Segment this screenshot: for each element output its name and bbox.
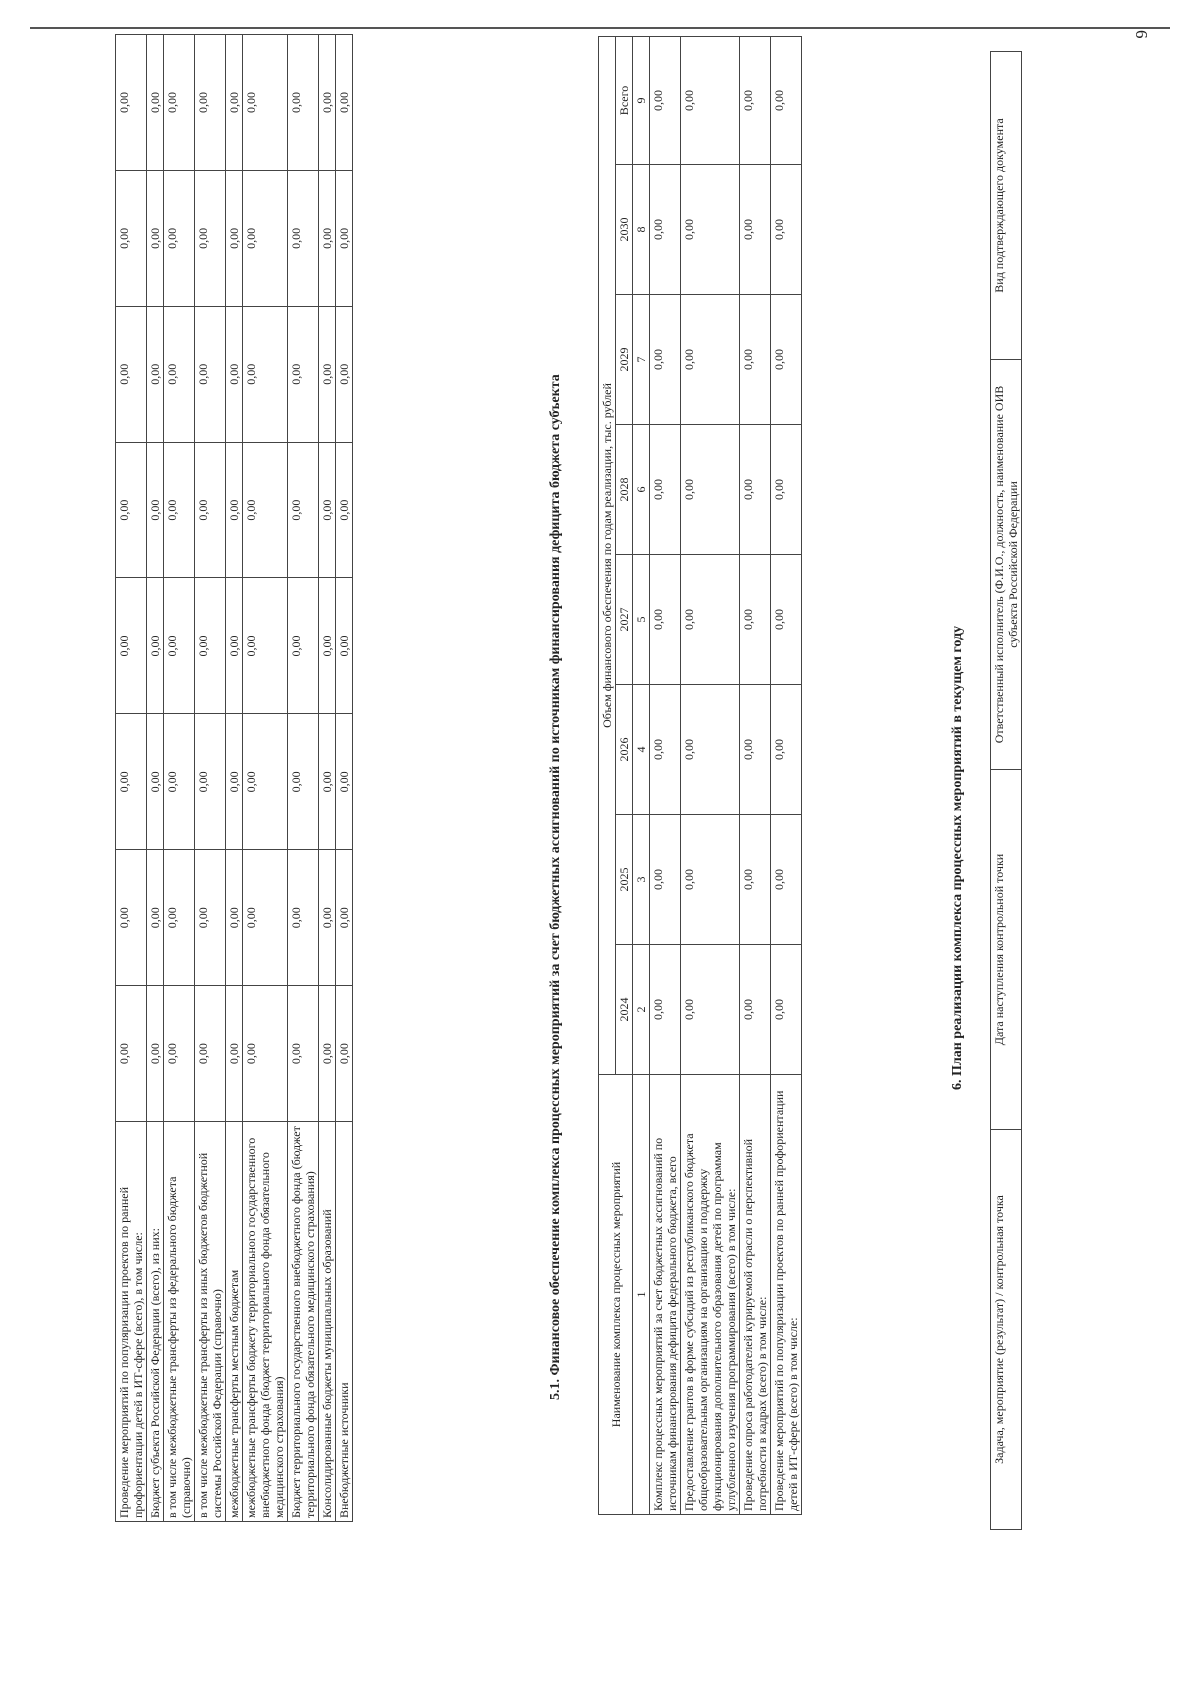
value-cell: 0,00 — [164, 170, 195, 306]
year-header: 2028 — [616, 425, 633, 555]
year-header: 2026 — [616, 685, 633, 815]
value-cell: 0,00 — [319, 306, 336, 442]
row-label: Проведение опроса работодателей курируемой отрасли о перспективной потребности в кадрах (всего) в том числе: — [740, 1075, 771, 1515]
financing-continuation-table — [115, 34, 353, 1522]
value-cell: 0,00 — [319, 578, 336, 714]
value-cell: 0,00 — [116, 578, 147, 714]
value-cell: 0,00 — [650, 165, 681, 295]
value-cell: 0,00 — [771, 36, 802, 164]
value-cell: 0,00 — [243, 170, 288, 306]
value-cell: 0,00 — [681, 555, 740, 685]
value-cell: 0,00 — [243, 35, 288, 171]
row-label: в том числе межбюджетные трансферты из иных бюджетов бюджетной системы Российской Федерации (справочно) — [195, 1122, 226, 1522]
value-cell: 0,00 — [771, 295, 802, 425]
value-cell: 0,00 — [650, 425, 681, 555]
row-label: Бюджет территориального государственного внебюджетного фонда (бюджет территориального фонда обязательного медицинского страхования) — [288, 1122, 319, 1522]
value-cell: 0,00 — [319, 170, 336, 306]
column-number: 3 — [633, 815, 650, 945]
value-cell: 0,00 — [771, 425, 802, 555]
top-rule — [30, 27, 1170, 29]
table-row — [681, 36, 740, 1514]
row-label: в том числе межбюджетные трансферты из федерального бюджета (справочно) — [164, 1122, 195, 1522]
value-cell: 0,00 — [771, 165, 802, 295]
value-cell: 0,00 — [771, 555, 802, 685]
value-cell: 0,00 — [243, 578, 288, 714]
table-row — [147, 35, 164, 1522]
year-header: 2029 — [616, 295, 633, 425]
value-cell: 0,00 — [147, 35, 164, 171]
column-number: 9 — [633, 36, 650, 164]
value-cell: 0,00 — [164, 714, 195, 850]
value-cell: 0,00 — [116, 986, 147, 1122]
value-cell: 0,00 — [164, 442, 195, 578]
value-cell: 0,00 — [319, 986, 336, 1122]
value-cell: 0,00 — [681, 815, 740, 945]
year-header: Всего — [616, 36, 633, 164]
value-cell: 0,00 — [740, 945, 771, 1075]
table-row — [771, 36, 802, 1514]
value-cell: 0,00 — [288, 35, 319, 171]
value-cell: 0,00 — [164, 986, 195, 1122]
plan-header: Задача, мероприятие (результат) / контрольная точка — [991, 1130, 1022, 1530]
value-cell: 0,00 — [319, 35, 336, 171]
value-cell: 0,00 — [288, 578, 319, 714]
value-cell: 0,00 — [226, 35, 243, 171]
value-cell: 0,00 — [147, 986, 164, 1122]
row-label: Комплекс процессных мероприятий за счет бюджетных ассигнований по источникам финансирования дефицита федерального бюджета, всего — [650, 1075, 681, 1515]
column-number: 6 — [633, 425, 650, 555]
value-cell: 0,00 — [319, 850, 336, 986]
table-row — [226, 35, 243, 1522]
value-cell: 0,00 — [336, 850, 353, 986]
value-cell: 0,00 — [195, 442, 226, 578]
value-cell: 0,00 — [771, 685, 802, 815]
value-cell: 0,00 — [319, 442, 336, 578]
value-cell: 0,00 — [243, 850, 288, 986]
value-cell: 0,00 — [681, 295, 740, 425]
value-cell: 0,00 — [650, 36, 681, 164]
section-5-1-heading: 5.1. Финансовое обеспечение комплекса процессных мероприятий за счет бюджетных ассигнований по источникам финансирования дефицита бюджета субъекта — [548, 374, 563, 1400]
value-cell: 0,00 — [740, 815, 771, 945]
year-header: 2027 — [616, 555, 633, 685]
column-number: 2 — [633, 945, 650, 1075]
column-number: 8 — [633, 165, 650, 295]
value-cell: 0,00 — [650, 685, 681, 815]
value-cell: 0,00 — [164, 35, 195, 171]
value-cell: 0,00 — [288, 442, 319, 578]
value-cell: 0,00 — [740, 165, 771, 295]
value-cell: 0,00 — [226, 714, 243, 850]
table-row — [740, 36, 771, 1514]
year-header: 2025 — [616, 815, 633, 945]
value-cell: 0,00 — [195, 35, 226, 171]
row-label: Проведение мероприятий по популяризации проектов по ранней профориентации детей в ИТ-сфере (всего), в том числе: — [116, 1122, 147, 1522]
column-number: 7 — [633, 295, 650, 425]
value-cell: 0,00 — [681, 945, 740, 1075]
page-number: 6 — [1132, 30, 1151, 39]
value-cell: 0,00 — [226, 986, 243, 1122]
value-cell: 0,00 — [116, 35, 147, 171]
value-cell: 0,00 — [771, 815, 802, 945]
value-cell: 0,00 — [288, 170, 319, 306]
value-cell: 0,00 — [226, 578, 243, 714]
value-cell: 0,00 — [336, 170, 353, 306]
value-cell: 0,00 — [147, 170, 164, 306]
row-label: Консолидированные бюджеты муниципальных образований — [319, 1122, 336, 1522]
value-cell: 0,00 — [288, 714, 319, 850]
value-cell: 0,00 — [336, 986, 353, 1122]
value-cell: 0,00 — [650, 555, 681, 685]
value-cell: 0,00 — [116, 306, 147, 442]
table6-rotated — [990, 50, 1040, 1530]
value-cell: 0,00 — [740, 295, 771, 425]
value-cell: 0,00 — [226, 306, 243, 442]
value-cell: 0,00 — [116, 170, 147, 306]
value-cell: 0,00 — [195, 714, 226, 850]
value-cell: 0,00 — [195, 170, 226, 306]
value-cell: 0,00 — [288, 306, 319, 442]
column-number: 5 — [633, 555, 650, 685]
row-label: Предоставление грантов в форме субсидий из республиканского бюджета общеобразовательным организациям на организацию и поддержку функционирования дополнительного образования детей по программам углубленного изучения программирования (всего) в том числе: — [681, 1075, 740, 1515]
value-cell: 0,00 — [771, 945, 802, 1075]
implementation-plan-table — [990, 51, 1022, 1530]
value-cell: 0,00 — [288, 850, 319, 986]
value-cell: 0,00 — [681, 36, 740, 164]
value-cell: 0,00 — [226, 850, 243, 986]
value-cell: 0,00 — [336, 35, 353, 171]
plan-header: Дата наступления контрольной точки — [991, 770, 1022, 1130]
financing-sources-table — [598, 36, 802, 1515]
row-label: Проведение мероприятий по популяризации проектов по ранней профориентации детей в ИТ-сфере (всего) в том числе: — [771, 1075, 802, 1515]
plan-header: Вид подтверждающего документа — [991, 52, 1022, 360]
table-row — [195, 35, 226, 1522]
table-row — [243, 35, 288, 1522]
plan-header: Ответственный исполнитель (Ф.И.О., должность, наименование ОИВ субъекта Российской Федерации — [991, 360, 1022, 770]
value-cell: 0,00 — [288, 986, 319, 1122]
table-row — [319, 35, 336, 1522]
value-cell: 0,00 — [650, 815, 681, 945]
value-cell: 0,00 — [147, 714, 164, 850]
table-row — [288, 35, 319, 1522]
row-label: Внебюджетные источники — [336, 1122, 353, 1522]
value-cell: 0,00 — [116, 850, 147, 986]
value-cell: 0,00 — [164, 850, 195, 986]
year-header: 2030 — [616, 165, 633, 295]
value-cell: 0,00 — [243, 714, 288, 850]
value-cell: 0,00 — [147, 306, 164, 442]
table-row — [336, 35, 353, 1522]
value-cell: 0,00 — [243, 986, 288, 1122]
value-cell: 0,00 — [195, 986, 226, 1122]
value-cell: 0,00 — [740, 555, 771, 685]
year-header: 2024 — [616, 945, 633, 1075]
value-cell: 0,00 — [740, 36, 771, 164]
table-row — [164, 35, 195, 1522]
header-name: Наименование комплекса процессных мероприятий — [599, 1075, 633, 1515]
value-cell: 0,00 — [336, 714, 353, 850]
value-cell: 0,00 — [147, 850, 164, 986]
value-cell: 0,00 — [164, 306, 195, 442]
row-label: межбюджетные трансферты бюджету территориального государственного внебюджетного фонда (бюджет территориального фонда обязательного медицинского страхования) — [243, 1122, 288, 1522]
value-cell: 0,00 — [681, 165, 740, 295]
column-number: 4 — [633, 685, 650, 815]
table-row — [116, 35, 147, 1522]
table1-rotated — [115, 32, 510, 1522]
column-number: 1 — [633, 1075, 650, 1515]
value-cell: 0,00 — [243, 306, 288, 442]
value-cell: 0,00 — [650, 945, 681, 1075]
value-cell: 0,00 — [336, 442, 353, 578]
value-cell: 0,00 — [195, 850, 226, 986]
header-volume: Объем финансового обеспечения по годам реализации, тыс. рублей — [599, 36, 616, 1074]
value-cell: 0,00 — [195, 306, 226, 442]
value-cell: 0,00 — [195, 578, 226, 714]
value-cell: 0,00 — [147, 442, 164, 578]
value-cell: 0,00 — [336, 578, 353, 714]
row-label: межбюджетные трансферты местным бюджетам — [226, 1122, 243, 1522]
value-cell: 0,00 — [226, 170, 243, 306]
value-cell: 0,00 — [147, 578, 164, 714]
value-cell: 0,00 — [336, 306, 353, 442]
value-cell: 0,00 — [116, 714, 147, 850]
value-cell: 0,00 — [681, 685, 740, 815]
value-cell: 0,00 — [681, 425, 740, 555]
value-cell: 0,00 — [740, 425, 771, 555]
value-cell: 0,00 — [243, 442, 288, 578]
section-6-heading: 6. План реализации комплекса процессных мероприятий в текущем году — [950, 625, 965, 1090]
value-cell: 0,00 — [164, 578, 195, 714]
table-row — [650, 36, 681, 1514]
value-cell: 0,00 — [116, 442, 147, 578]
value-cell: 0,00 — [740, 685, 771, 815]
value-cell: 0,00 — [319, 714, 336, 850]
row-label: Бюджет субъекта Российской Федерации (всего), из них: — [147, 1122, 164, 1522]
value-cell: 0,00 — [226, 442, 243, 578]
value-cell: 0,00 — [650, 295, 681, 425]
